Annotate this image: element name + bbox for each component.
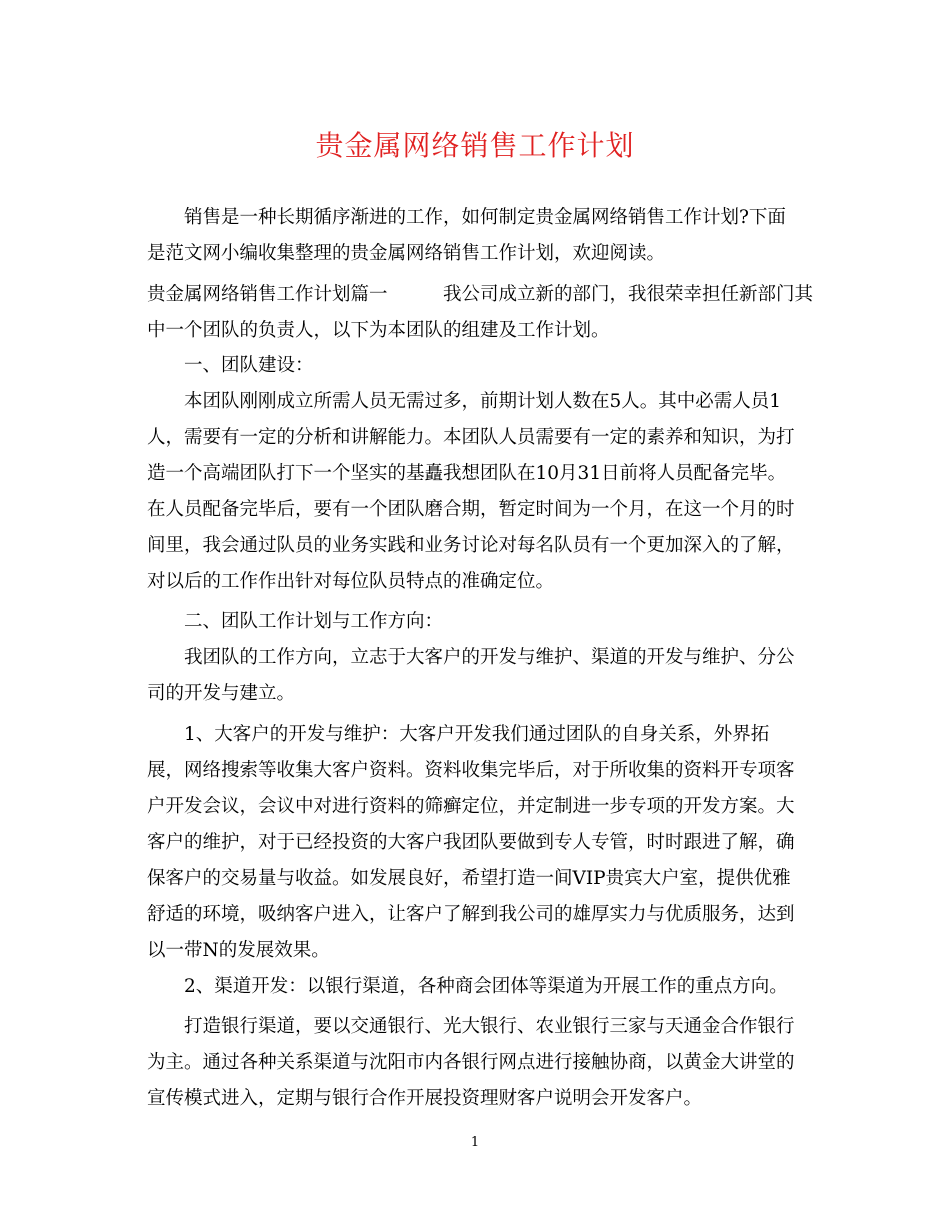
body-line: 为主。通过各种关系渠道与沈阳市内各银行网点进行接触协商，以黄金大讲堂的 xyxy=(147,1052,795,1073)
body-line: 贵金属网络销售工作计划篇一 我公司成立新的部门，我很荣幸担任新部门其 xyxy=(147,284,814,305)
document-title: 贵金属网络销售工作计划 xyxy=(315,129,635,162)
body-line: 1、大客户的开发与维护：大客户开发我们通过团队的自身关系，外界拓 xyxy=(147,724,770,745)
body-line: 宣传模式进入，定期与银行合作开展投资理财客户说明会开发客户。 xyxy=(147,1088,703,1109)
body-line: 司的开发与建立。 xyxy=(147,683,296,704)
page-number: 1 xyxy=(470,1135,480,1150)
body-line: 是范文网小编收集整理的贵金属网络销售工作计划，欢迎阅读。 xyxy=(147,243,666,264)
body-line: 舒适的环境，吸纳客户进入，让客户了解到我公司的雄厚实力与优质服务，达到 xyxy=(147,904,795,925)
body-line: 间里，我会通过队员的业务实践和业务讨论对每名队员有一个更加深入的了解， xyxy=(147,535,795,556)
body-line: 中一个团队的负责人，以下为本团队的组建及工作计划。 xyxy=(147,320,610,341)
body-line: 展，网络搜索等收集大客户资料。资料收集完毕后，对于所收集的资料开专项客 xyxy=(147,760,795,781)
body-line: 户开发会议，会议中对进行资料的筛癣定位，并定制进一步专项的开发方案。大 xyxy=(147,796,795,817)
body-line: 打造银行渠道，要以交通银行、光大银行、农业银行三家与天通金合作银行 xyxy=(147,1016,795,1037)
body-line: 以一带N的发展效果。 xyxy=(147,940,330,961)
body-line: 二、团队工作计划与工作方向： xyxy=(147,611,444,632)
body-line: 2、渠道开发：以银行渠道，各种商会团体等渠道为开展工作的重点方向。 xyxy=(147,976,788,997)
body-line: 一、团队建设： xyxy=(147,355,314,376)
body-line: 保客户的交易量与收益。如发展良好，希望打造一间VIP贵宾大户室，提供优雅 xyxy=(147,868,791,889)
body-line: 销售是一种长期循序渐进的工作，如何制定贵金属网络销售工作计划?下面 xyxy=(147,207,786,228)
body-line: 客户的维护，对于已经投资的大客户我团队要做到专人专管，时时跟进了解，确 xyxy=(147,832,795,853)
body-line: 我团队的工作方向，立志于大客户的开发与维护、渠道的开发与维护、分公 xyxy=(147,647,795,668)
body-line: 造一个高端团队打下一个坚实的基矗我想团队在10月31日前将人员配备完毕。 xyxy=(147,463,787,484)
body-line: 在人员配备完毕后，要有一个团队磨合期，暂定时间为一个月，在这一个月的时 xyxy=(147,499,795,520)
body-line: 人，需要有一定的分析和讲解能力。本团队人员需要有一定的素养和知识，为打 xyxy=(147,427,795,448)
body-line: 本团队刚刚成立所需人员无需过多，前期计划人数在5人。其中必需人员1 xyxy=(147,391,782,412)
body-line: 对以后的工作作出针对每位队员特点的准确定位。 xyxy=(147,571,555,592)
